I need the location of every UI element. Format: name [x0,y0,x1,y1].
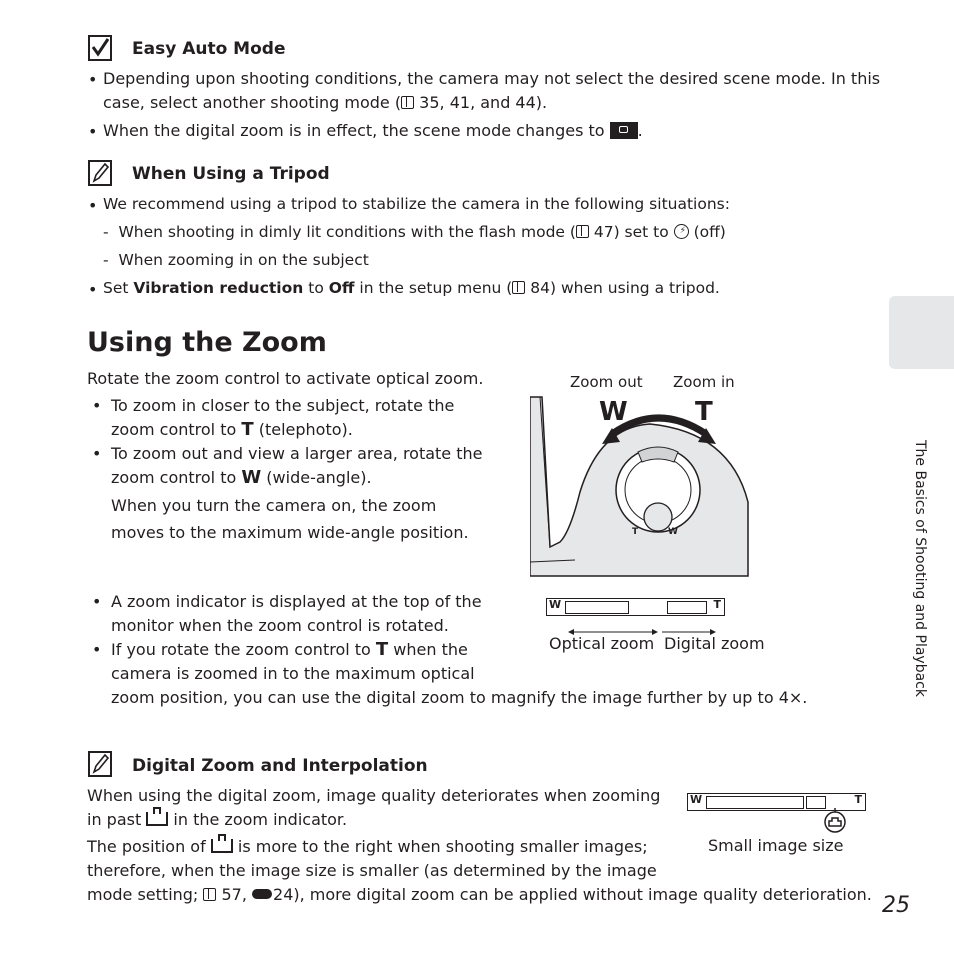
text-line: (wide-angle). [261,468,372,487]
tele-label: T [695,397,713,427]
text-line: case, select another shooting mode ( [103,93,402,112]
text-line: (off) [688,223,726,241]
text-line: When shooting in dimly lit conditions with the flash mode ( [118,223,576,241]
flash-off-icon: ⚡ [674,224,689,239]
text-line: in the setup menu ( [354,279,513,297]
image-size-icon [146,812,168,826]
note-heading-tripod: When Using a Tripod [132,164,330,184]
text-line: 57, [216,885,253,904]
zoom-in-caption: Zoom in [673,373,735,391]
text-line: mode setting; [87,885,204,904]
tripod-bullet-2 [103,276,720,300]
optical-range-arrow [568,622,728,632]
image-size-icon [211,839,233,853]
text-line: when the [388,640,468,659]
tele-symbol: T [241,419,254,440]
text-line: in past [87,810,147,829]
book-reference-icon [512,281,525,294]
zoom-startup-note [111,492,469,546]
zoom-intro: Rotate the zoom control to activate optical zoom. [87,369,484,388]
text-line: 47) set to [588,223,674,241]
tele-end-label: T [854,793,862,806]
menu-value: Off [328,279,355,297]
text-line: zoom position, you can use the digital zoom to magnify the image further by up to 4×. [111,688,808,707]
text-line: To zoom out and view a larger area, rotate the [111,444,483,463]
text-line: moves to the maximum wide-angle position. [111,523,469,542]
small-image-size-caption: Small image size [708,836,844,855]
bullet-dot: • [88,122,98,141]
camera-zoom-illustration [530,372,750,577]
bullet-dot: • [92,396,102,415]
zoom-indicator-bar [546,598,725,616]
scene-mode-icon [610,122,638,139]
bullet-dot: • [88,280,98,299]
wide-end-label: W [690,793,703,806]
optical-zoom-caption: Optical zoom [549,634,655,653]
optical-segment [565,601,629,614]
text-line: to [303,279,329,297]
text-line: zoom control to [111,420,242,439]
menu-item-name: Vibration reduction [133,279,304,297]
bullet-dot: • [88,70,98,89]
bullet-dot: • [92,592,102,611]
text-line: The position of [87,837,211,856]
page-number: 25 [882,893,910,918]
digital-segment [667,601,707,614]
tripod-sub-2: - When zooming in on the subject [103,251,369,269]
tripod-bullet-1: We recommend using a tripod to stabilize the camera in the following situations: [103,195,730,213]
text-line: When zooming in on the subject [118,251,369,269]
zoom-bullet-2 [111,442,483,490]
text-line: 35, 41, and 44). [414,93,548,112]
book-reference-icon [203,888,216,901]
wide-symbol: W [241,467,262,488]
tele-symbol: T [375,639,389,660]
text-line: If you rotate the zoom control to [111,640,376,659]
text-line: Depending upon shooting conditions, the camera may not select the desired scene mode. In this [103,69,881,88]
bullet-dot: • [92,444,102,463]
easy-auto-bullet-2 [103,119,643,143]
wide-end-label: W [549,598,562,611]
digital-zoom-paragraph-1 [87,784,660,832]
book-reference-icon [576,225,589,238]
text-line: Set [103,279,134,297]
tele-end-label: T [713,598,721,611]
optical-segment [706,796,804,809]
text-line: camera is zoomed in to the maximum optical [111,664,475,683]
note-heading-digital-zoom: Digital Zoom and Interpolation [132,756,428,776]
chapter-side-label: The Basics of Shooting and Playback [912,440,928,697]
bullet-dot: • [92,640,102,659]
text-line: When you turn the camera on, the zoom [111,496,437,515]
bullet-dot: • [88,196,98,215]
text-line: . [637,121,643,140]
text-line: monitor when the zoom control is rotated. [111,616,449,635]
text-line: therefore, when the image size is smaller (as determined by the image [87,861,657,880]
text-line: 84) when using a tripod. [525,279,720,297]
pencil-note-icon [88,751,112,777]
zoom-out-caption: Zoom out [570,373,643,391]
zoom-bullet-1 [111,394,454,442]
text-line: in the zoom indicator. [168,810,348,829]
pencil-note-icon [88,160,112,186]
zoom-bullet-3 [111,590,482,638]
check-note-icon [88,35,112,61]
text-line: To zoom in closer to the subject, rotate the [111,396,455,415]
tripod-sub-1: - When shooting in dimly lit conditions with the flash mode ( 47) set to ⚡ (off) [103,223,726,241]
text-line: A zoom indicator is displayed at the top of the [111,592,482,611]
wide-label: W [599,397,628,427]
section-title: Using the Zoom [87,327,327,358]
text-line: 24), more digital zoom can be applied without image quality deterioration. [273,885,872,904]
text-line: When using the digital zoom, image quality deteriorates when zooming [87,786,661,805]
text-line: (telephoto). [253,420,353,439]
text-line: When the digital zoom is in effect, the scene mode changes to [103,121,610,140]
digital-zoom-caption: Digital zoom [664,634,765,653]
text-line: is more to the right when shooting smaller images; [232,837,648,856]
easy-auto-bullet-1 [103,67,883,115]
reference-section-icon [252,889,272,899]
chapter-tab [889,296,954,369]
book-reference-icon [401,96,414,109]
svg-text:W: W [668,527,678,537]
svg-text:T: T [632,527,639,537]
image-size-marker-icon [823,808,847,834]
text-line: zoom control to [111,468,242,487]
note-heading-easy-auto: Easy Auto Mode [132,39,286,59]
